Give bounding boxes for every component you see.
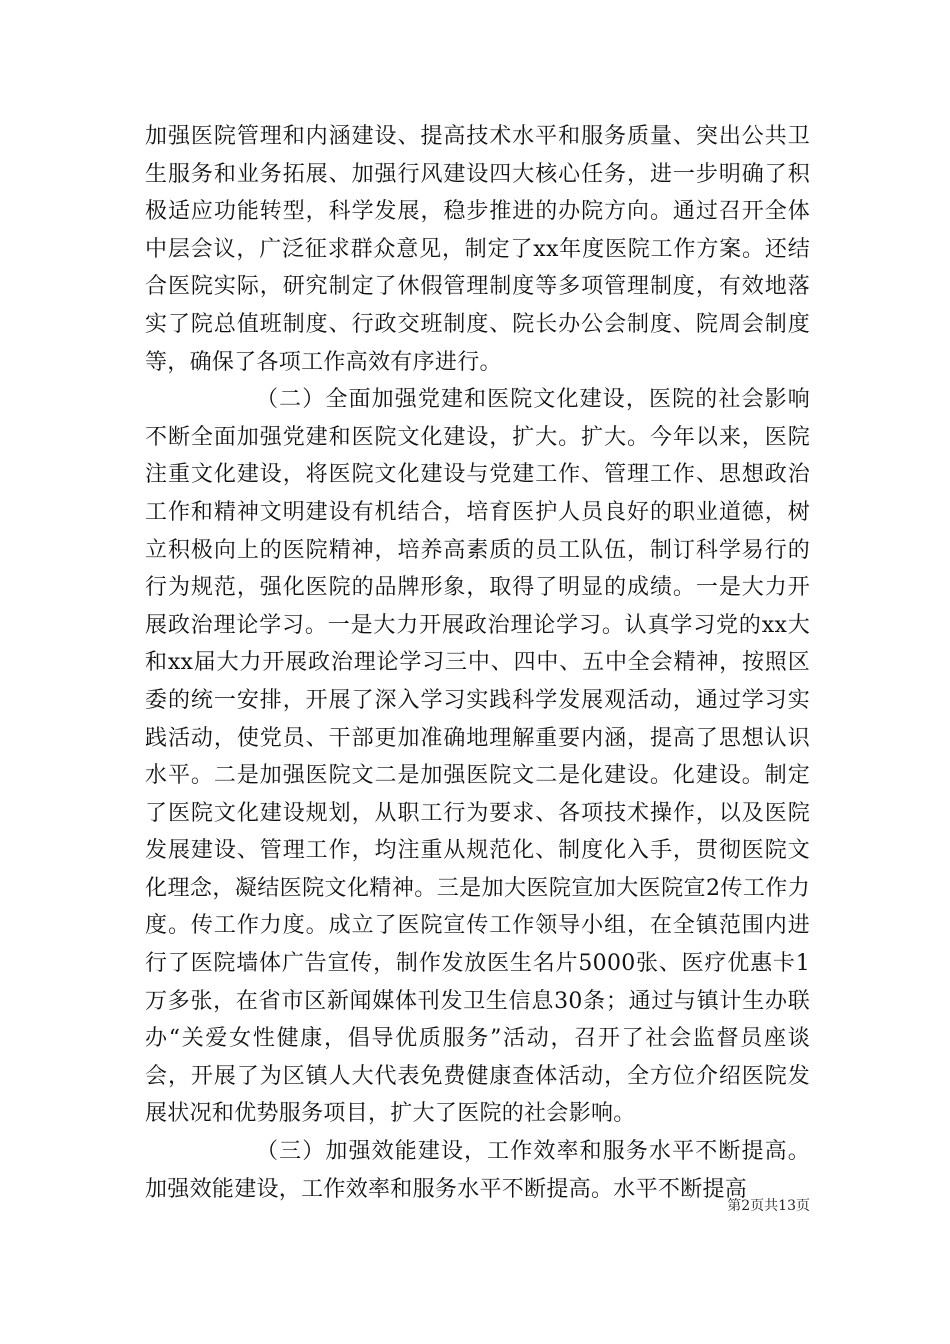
paragraph-management: 加强医院管理和内涵建设、提高技术水平和服务质量、突出公共卫生服务和业务拓展、加强行风建设四大核心任务，进一步明确了积极适应功能转型，科学发展，稳步推进的办院方向。通过召开全体中层会议，广泛征求群众意见，制定了xx年度医院工作方案。还结合医院实际，研究制定了休假管理制度等多项管理制度，有效地落实了院总值班制度、行政交班制度、院长办公会制度、院周会制度等，确保了各项工作高效有序进行。	[145, 124, 810, 375]
paragraph-party-culture: （二）全面加强党建和医院文化建设，医院的社会影响不断全面加强党建和医院文化建设，扩大。扩大。今年以来，医院注重文化建设，将医院文化建设与党建工作、管理工作、思想政治工作和精神文明建设有机结合，培育医护人员良好的职业道德，树立积极向上的医院精神，培养高素质的员工队伍，制订科学易行的行为规范，强化医院的品牌形象，取得了明显的成绩。一是大力开展政治理论学习。一是大力开展政治理论学习。认真学习党的xx大和xx届大力开展政治理论学习三中、四中、五中全会精神，按照区委的统一安排，开展了深入学习实践科学发展观活动，通过学习实践活动，使党员、干部更加准确地理解重要内涵，提高了思想认识水平。二是加强医院文二是加强医院文二是化建设。化建设。制定了医院文化建设规划，从职工行为要求、各项技术操作，以及医院发展建设、管理工作，均注重从规范化、制度化入手，贯彻医院文化理念，凝结医院文化精神。三是加大医院宣加大医院宣2传工作力度。传工作力度。成立了医院宣传工作领导小组，在全镇范围内进行了医院墙体广告宣传，制作发放医生名片5000张、医疗优惠卡1万多张，在省市区新闻媒体刊发卫生信息30条；通过与镇计生办联办“关爱女性健康，倡导优质服务”活动，召开了社会监督员座谈会，开展了为区镇人大代表免费健康查体活动，全方位介绍医院发展状况和优势服务项目，扩大了医院的社会影响。	[145, 387, 810, 1127]
page-number-footer: 第2页共13页	[727, 1198, 810, 1214]
paragraph-efficiency: （三）加强效能建设，工作效率和服务水平不断提高。加强效能建设，工作效率和服务水平不断提高。水平不断提高	[145, 1139, 810, 1202]
document-body	[145, 118, 810, 1208]
